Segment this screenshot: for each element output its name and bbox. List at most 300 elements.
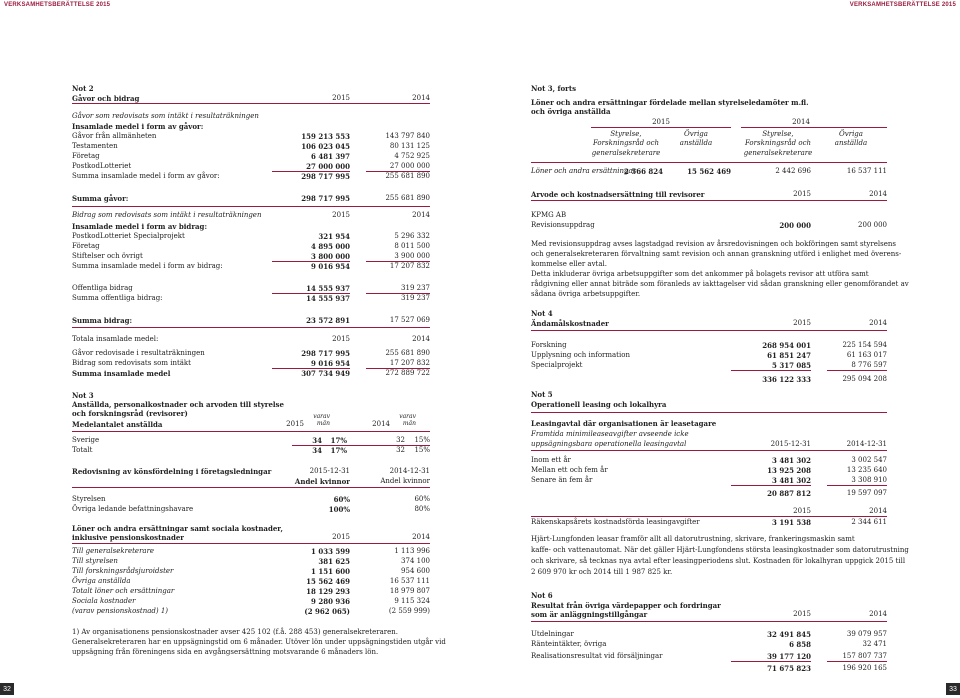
right-row bbox=[531, 489, 887, 498]
right-row bbox=[531, 535, 887, 544]
underline bbox=[731, 370, 811, 371]
left-row bbox=[72, 567, 430, 576]
row-label: Gåvor och bidrag bbox=[72, 94, 140, 103]
row-label: Med revisionsuppdrag avses lagstadgad revision av årsredovisningen och bokföringen samt styrelsens bbox=[531, 240, 896, 248]
right-row bbox=[531, 664, 887, 673]
right-row bbox=[531, 351, 887, 360]
right-row bbox=[531, 400, 887, 409]
value-2015: 2015 bbox=[332, 211, 350, 219]
left-row bbox=[72, 252, 430, 261]
row-label: Testamenten bbox=[72, 142, 118, 150]
row-label: Löner och andra ersättningar samt sociala kostnader, bbox=[72, 524, 283, 533]
right-row bbox=[531, 390, 887, 399]
row-label: Sverige bbox=[72, 436, 100, 444]
value-2015: (2 962 065) bbox=[304, 607, 350, 616]
right-row bbox=[531, 250, 902, 259]
value-cell: 32 bbox=[396, 436, 405, 444]
value-2014: 16 537 111 bbox=[389, 577, 430, 585]
row-label: Företag bbox=[72, 152, 100, 160]
left-row bbox=[72, 648, 430, 657]
value-2015: 2015-12-31 bbox=[309, 467, 350, 475]
value-2015: 3 481 302 bbox=[772, 476, 811, 485]
value-2014: 2014-12-31 bbox=[846, 440, 887, 448]
value-2014: 2014 bbox=[869, 319, 887, 327]
row-label: Bidrag som redovisats som intäkt bbox=[72, 359, 191, 367]
row-label: Summa offentliga bidrag: bbox=[72, 294, 163, 302]
right-row bbox=[531, 610, 887, 619]
left-row bbox=[72, 172, 430, 181]
value-2015: 13 925 208 bbox=[767, 466, 811, 475]
row-label: uppsägningsbara operationella leasingavtal bbox=[531, 440, 687, 448]
right-row bbox=[531, 440, 887, 449]
value-2014: 3 308 910 bbox=[851, 476, 887, 484]
row-label: Totalt bbox=[72, 446, 93, 454]
value-2015: 100% bbox=[328, 505, 350, 514]
value-2015: 9 016 954 bbox=[311, 359, 350, 368]
value-2015: Andel kvinnor bbox=[294, 477, 350, 486]
running-header-left: VERKSAMHETSBERÄTTELSE 2015 bbox=[4, 2, 111, 8]
row-label: Sociala kostnader bbox=[72, 597, 136, 605]
left-row bbox=[72, 349, 430, 358]
left-row bbox=[72, 436, 430, 445]
underline bbox=[827, 370, 887, 371]
row-label: Anställda, personalkostnader och arvoden till styrelse bbox=[72, 400, 284, 409]
column-header-line: anställda bbox=[834, 139, 868, 148]
value-2015: 1 033 599 bbox=[311, 547, 350, 556]
value-2014: 19 597 097 bbox=[846, 489, 887, 497]
header-cell: varav män bbox=[313, 413, 330, 427]
value-2014: 272 889 722 bbox=[385, 369, 430, 377]
row-label: Resultat från övriga värdepapper och fordringar bbox=[531, 601, 721, 610]
underline bbox=[591, 127, 731, 128]
right-row bbox=[531, 518, 887, 527]
right-row bbox=[531, 476, 887, 485]
value-cell: 2 442 696 bbox=[775, 167, 811, 175]
value-2015: 15 562 469 bbox=[306, 577, 350, 586]
value-2015: 2015 bbox=[793, 319, 811, 327]
rule-line bbox=[531, 450, 887, 451]
page-number-right: 33 bbox=[946, 683, 960, 695]
value-2015: 5 317 085 bbox=[772, 361, 811, 370]
row-label: Ändamålskostnader bbox=[531, 319, 609, 328]
right-row bbox=[531, 130, 887, 160]
row-label: Medelantalet anställda bbox=[72, 420, 163, 429]
rule-line bbox=[531, 516, 887, 517]
column-header bbox=[811, 130, 891, 149]
value-2015: 14 555 937 bbox=[306, 284, 350, 293]
right-row bbox=[531, 107, 887, 116]
value-2014: Andel kvinnor bbox=[380, 477, 430, 485]
value-2014: 255 681 890 bbox=[385, 172, 430, 180]
right-row bbox=[531, 309, 887, 318]
value-2014: 80 131 125 bbox=[389, 142, 430, 150]
value-2015: 106 023 045 bbox=[301, 142, 350, 151]
value-2014: 200 000 bbox=[858, 221, 887, 229]
value-2014: 17 207 832 bbox=[389, 359, 430, 367]
right-row bbox=[531, 419, 887, 428]
value-2015: 6 858 bbox=[789, 640, 811, 649]
value-2015: 3 191 538 bbox=[772, 518, 811, 527]
right-row bbox=[531, 211, 887, 220]
row-label: och generalsekreteraren förvaltning samt revision och annan granskning utförd i enlighet med överens- bbox=[531, 250, 902, 258]
page-number-left: 32 bbox=[0, 683, 14, 695]
row-label: kaffe- och vattenautomat. När det gäller Hjärt-Lungfondens största leasingkostnader som datorutrustning bbox=[531, 546, 909, 554]
right-row bbox=[531, 270, 887, 279]
row-label: Not 3 bbox=[72, 391, 94, 400]
value-cell: 2 566 824 bbox=[624, 167, 663, 176]
value-2014: 3 900 000 bbox=[394, 252, 430, 260]
row-label: och övriga anställda bbox=[531, 107, 611, 116]
rule-line bbox=[72, 431, 430, 432]
left-row bbox=[72, 242, 430, 251]
right-row bbox=[531, 568, 887, 577]
value-2014: 143 797 840 bbox=[385, 132, 430, 140]
row-label: Revisionsuppdrag bbox=[531, 221, 595, 229]
row-label: Gåvor från allmänheten bbox=[72, 132, 157, 140]
right-row bbox=[531, 240, 896, 249]
right-row bbox=[531, 591, 887, 600]
left-row bbox=[72, 557, 430, 566]
value-2015: 2015-12-31 bbox=[770, 440, 811, 448]
value-2014: 2014 bbox=[869, 507, 887, 515]
value-cell: 17% bbox=[330, 436, 347, 445]
value-2014: 5 296 332 bbox=[394, 232, 430, 240]
value-cell: 15% bbox=[414, 436, 430, 444]
row-label: Insamlade medel i form av bidrag: bbox=[72, 222, 208, 231]
value-2015: 27 000 000 bbox=[306, 162, 350, 171]
right-row bbox=[531, 640, 887, 649]
right-row bbox=[531, 84, 887, 93]
value-2014: 18 979 807 bbox=[389, 587, 430, 595]
left-row bbox=[72, 638, 446, 647]
left-row bbox=[72, 316, 430, 325]
column-header bbox=[738, 130, 818, 158]
row-label: 1) Av organisationens pensionskostnader avser 425 102 (f.å. 288 453) generalsekreteraren. bbox=[72, 628, 398, 636]
value-2014: 255 681 890 bbox=[385, 349, 430, 357]
running-header-right: VERKSAMHETSBERÄTTELSE 2015 bbox=[849, 2, 956, 8]
left-row bbox=[72, 335, 430, 344]
left-row bbox=[72, 477, 430, 486]
row-label: Specialprojekt bbox=[531, 361, 583, 369]
row-label: och forskningsråd (revisorer) bbox=[72, 409, 188, 418]
value-2015: 32 491 845 bbox=[767, 630, 811, 639]
value-2015: 6 481 397 bbox=[311, 152, 350, 161]
value-cell: 34 bbox=[312, 446, 322, 455]
row-label: Leasingavtal där organisationen är leasetagare bbox=[531, 419, 717, 428]
value-2014: 80% bbox=[414, 505, 430, 513]
value-2015: 9 280 936 bbox=[311, 597, 350, 606]
value-2014: 2014 bbox=[792, 118, 810, 126]
value-cell: 15 562 469 bbox=[687, 167, 731, 176]
value-2014: (2 559 999) bbox=[388, 607, 430, 615]
rule-line bbox=[72, 543, 430, 544]
rule-line bbox=[72, 327, 430, 328]
underline bbox=[731, 485, 811, 486]
row-label: Framtida minimileaseavgifter avseende icke bbox=[531, 430, 689, 438]
value-cell: 17% bbox=[330, 446, 347, 455]
left-row bbox=[72, 142, 430, 151]
right-row bbox=[531, 375, 887, 384]
value-2014: 4 752 925 bbox=[394, 152, 430, 160]
row-label: kommelse eller avtal. bbox=[531, 260, 607, 268]
row-label: Utdelningar bbox=[531, 630, 574, 638]
left-row bbox=[72, 524, 430, 533]
column-header-line: generalsekreterare bbox=[743, 148, 813, 157]
value-2015: 298 717 995 bbox=[301, 194, 350, 203]
value-2014: 225 154 594 bbox=[842, 341, 887, 349]
row-label: PostkodLotteriet Specialprojekt bbox=[72, 232, 185, 240]
row-label: Detta inkluderar övriga arbetsuppgifter som det ankommer på bolagets revisor att utföra samt bbox=[531, 270, 869, 278]
value-2014: 8 011 500 bbox=[394, 242, 430, 250]
value-2014: 2014-12-31 bbox=[389, 467, 430, 475]
rule-line bbox=[531, 200, 887, 201]
left-row bbox=[72, 409, 430, 418]
value-2014: 3 002 547 bbox=[851, 456, 887, 464]
row-label: Summa insamlade medel i form av gåvor: bbox=[72, 172, 220, 180]
value-2014: 61 163 017 bbox=[846, 351, 887, 359]
row-label: Not 3, forts bbox=[531, 84, 577, 93]
column-header-line: Styrelse, bbox=[610, 130, 642, 138]
row-label: Hjärt-Lungfonden leasar framför allt all datorutrustning, skrivare, frankeringsmaskin samt bbox=[531, 535, 855, 543]
row-label: Till styrelsen bbox=[72, 557, 118, 565]
value-2015: 381 625 bbox=[318, 557, 350, 566]
column-header-line: Forskningsråd och bbox=[744, 139, 812, 148]
value-2014: 17 527 069 bbox=[389, 316, 430, 324]
row-label: Totala insamlade medel: bbox=[72, 335, 159, 343]
left-row bbox=[72, 284, 430, 293]
left-row bbox=[72, 359, 430, 368]
value-2014: 319 237 bbox=[401, 294, 430, 302]
row-label: Senare än fem år bbox=[531, 476, 593, 484]
row-label: Forskning bbox=[531, 341, 567, 349]
value-2015: 298 717 995 bbox=[301, 172, 350, 181]
column-header-line: Forskningsråd och bbox=[592, 139, 660, 148]
rule-line bbox=[72, 487, 430, 488]
row-label: Mellan ett och fem år bbox=[531, 466, 608, 474]
right-row bbox=[531, 456, 887, 465]
value-2014: 319 237 bbox=[401, 284, 430, 292]
row-label: Gåvor som redovisats som intäkt i resultaträkningen bbox=[72, 112, 259, 120]
left-row bbox=[72, 628, 430, 637]
row-label: Företag bbox=[72, 242, 100, 250]
row-label: Styrelsen bbox=[72, 495, 106, 503]
row-label: Gåvor redovisade i resultaträkningen bbox=[72, 349, 205, 357]
rule-line bbox=[531, 330, 887, 331]
underline bbox=[827, 661, 887, 662]
value-2015: 60% bbox=[333, 495, 350, 504]
row-label: PostkodLotteriet bbox=[72, 162, 132, 170]
value-2015: 159 213 553 bbox=[301, 132, 350, 141]
row-label: sådana övriga arbetsuppgifter. bbox=[531, 290, 641, 298]
left-row bbox=[72, 112, 430, 121]
underline bbox=[731, 661, 811, 662]
value-cell: 16 537 111 bbox=[846, 167, 887, 175]
left-row bbox=[72, 162, 430, 171]
row-label: Arvode och kostnadsersättning till revisorer bbox=[531, 190, 705, 199]
rule-line bbox=[531, 162, 887, 163]
right-row bbox=[531, 319, 887, 328]
value-2015: 14 555 937 bbox=[306, 294, 350, 303]
row-label: uppsägning från föreningens sida en avgångsersättning motsvarande 6 månaders lön. bbox=[72, 648, 379, 656]
rule-line bbox=[72, 103, 430, 104]
value-2015: 39 177 120 bbox=[767, 652, 811, 661]
value-2015: 20 887 812 bbox=[767, 489, 811, 498]
column-header bbox=[586, 130, 666, 158]
right-row bbox=[531, 118, 887, 127]
value-2015: 2015 bbox=[652, 118, 670, 126]
header-cell: varav män bbox=[399, 413, 416, 427]
right-row bbox=[531, 167, 887, 176]
row-label: och skrivare, så tecknas nya avtal efter leasingperiodens slut. Kostnaden för lokalhyran uppgick 2015 till bbox=[531, 557, 906, 565]
right-row bbox=[531, 557, 906, 566]
rule-line bbox=[72, 206, 430, 207]
value-2014: 2014 bbox=[412, 533, 430, 541]
value-2015: 336 122 333 bbox=[762, 375, 811, 384]
row-label: Redovisning av könsfördelning i företagsledningar bbox=[72, 467, 272, 476]
rule-line bbox=[531, 621, 887, 622]
value-2014: 32 471 bbox=[862, 640, 887, 648]
right-row bbox=[531, 466, 887, 475]
value-2015: 3 481 302 bbox=[772, 456, 811, 465]
right-row bbox=[531, 98, 887, 107]
left-row bbox=[72, 597, 430, 606]
row-label: Summa bidrag: bbox=[72, 316, 133, 325]
value-2014: 2 344 611 bbox=[851, 518, 887, 526]
right-row bbox=[531, 341, 887, 350]
value-2015: 1 151 600 bbox=[311, 567, 350, 576]
value-cell: 15% bbox=[414, 446, 430, 454]
row-label: Not 2 bbox=[72, 84, 94, 93]
right-row bbox=[531, 221, 887, 230]
right-row bbox=[531, 280, 909, 289]
right-row bbox=[531, 430, 887, 439]
row-label: Ränteintäkter, övriga bbox=[531, 640, 607, 648]
row-label: rådgivning eller annat biträde som föranleds av iakttagelser vid sådan granskning eller genomförandet av bbox=[531, 280, 909, 288]
row-label: Bidrag som redovisats som intäkt i resultaträkningen bbox=[72, 211, 262, 219]
left-row bbox=[72, 400, 430, 409]
value-2014: 2014 bbox=[412, 335, 430, 343]
column-header bbox=[656, 130, 736, 149]
value-2015: 2015 bbox=[332, 335, 350, 343]
value-2015: 18 129 293 bbox=[306, 587, 350, 596]
left-row bbox=[72, 369, 430, 378]
row-label: Löner och andra ersättningar bbox=[531, 167, 636, 175]
row-label: KPMG AB bbox=[531, 211, 567, 219]
right-row bbox=[531, 507, 887, 516]
value-2014: 60% bbox=[414, 495, 430, 503]
value-2015: 268 954 001 bbox=[762, 341, 811, 350]
left-row bbox=[72, 495, 430, 504]
left-row bbox=[72, 194, 430, 203]
row-label: inklusive pensionskostnader bbox=[72, 533, 184, 542]
value-2014: 2014 bbox=[869, 190, 887, 198]
row-label: Stiftelser och övrigt bbox=[72, 252, 143, 260]
row-label: Offentliga bidrag bbox=[72, 284, 133, 292]
underline bbox=[827, 485, 887, 486]
value-2014: 2014 bbox=[412, 211, 430, 219]
value-2015: 298 717 995 bbox=[301, 349, 350, 358]
value-2014: 2014 bbox=[412, 94, 430, 102]
row-label: Not 5 bbox=[531, 390, 553, 399]
row-label: Löner och andra ersättningar fördelade mellan styrelseledamöter m.fl. bbox=[531, 98, 809, 107]
value-2015: 61 851 247 bbox=[767, 351, 811, 360]
value-2015: 2015 bbox=[793, 190, 811, 198]
right-row bbox=[531, 361, 887, 370]
value-2014: 196 920 165 bbox=[842, 664, 887, 672]
row-label: (varav pensionskostnad) 1) bbox=[72, 607, 169, 615]
left-row bbox=[72, 222, 430, 231]
value-cell: 32 bbox=[396, 446, 405, 454]
left-row bbox=[72, 84, 430, 93]
header-cell: 2014 bbox=[372, 420, 390, 428]
right-row bbox=[531, 546, 909, 555]
right-row bbox=[531, 190, 887, 199]
column-header-line: generalsekreterare bbox=[591, 148, 661, 157]
left-row bbox=[72, 446, 430, 455]
left-row bbox=[72, 211, 430, 220]
left-row bbox=[72, 577, 430, 586]
right-row bbox=[531, 652, 887, 661]
row-label: Inom ett år bbox=[531, 456, 571, 464]
right-row bbox=[531, 630, 887, 639]
column-header-line: Övriga bbox=[839, 130, 863, 138]
row-label: Not 6 bbox=[531, 591, 553, 600]
value-2015: 307 734 949 bbox=[301, 369, 350, 378]
row-label: Till generalsekreterare bbox=[72, 547, 155, 555]
left-row bbox=[72, 294, 430, 303]
row-label: Summa insamlade medel i form av bidrag: bbox=[72, 262, 223, 270]
row-label: Realisationsresultat vid försäljningar bbox=[531, 652, 663, 660]
value-2014: 13 235 640 bbox=[846, 466, 887, 474]
value-2014: 295 094 208 bbox=[842, 375, 887, 383]
left-row bbox=[72, 607, 430, 616]
column-header-line: Övriga bbox=[684, 130, 708, 138]
row-label: Övriga ledande befattningshavare bbox=[72, 505, 194, 513]
row-label: Räkenskapsårets kostnadsförda leasingavgifter bbox=[531, 518, 700, 526]
left-row bbox=[72, 94, 430, 103]
left-row bbox=[72, 122, 430, 131]
value-2014: 9 115 324 bbox=[394, 597, 430, 605]
header-cell: 2015 bbox=[286, 420, 304, 428]
right-row bbox=[531, 601, 887, 610]
row-label: 2 609 970 kr och 2014 till 1 987 825 kr. bbox=[531, 568, 673, 576]
value-2015: 2015 bbox=[793, 507, 811, 515]
value-2015: 23 572 891 bbox=[306, 316, 350, 325]
value-2015: 4 895 000 bbox=[311, 242, 350, 251]
value-2015: 2015 bbox=[793, 610, 811, 618]
left-row bbox=[72, 132, 430, 141]
row-label: Not 4 bbox=[531, 309, 553, 318]
value-2015: 200 000 bbox=[779, 221, 811, 230]
value-2014: 374 100 bbox=[401, 557, 430, 565]
value-2014: 1 113 996 bbox=[394, 547, 430, 555]
value-2014: 157 807 737 bbox=[842, 652, 887, 660]
rule-line bbox=[531, 412, 887, 413]
value-2015: 71 675 823 bbox=[767, 664, 811, 673]
row-label: Summa gåvor: bbox=[72, 194, 129, 203]
left-row bbox=[72, 533, 430, 542]
row-label: som är anläggningstillgångar bbox=[531, 610, 648, 619]
underline bbox=[741, 127, 887, 128]
value-2014: 27 000 000 bbox=[389, 162, 430, 170]
row-label: Operationell leasing och lokalhyra bbox=[531, 400, 667, 409]
row-label: Övriga anställda bbox=[72, 577, 131, 585]
left-row bbox=[72, 547, 430, 556]
value-2015: 9 016 954 bbox=[311, 262, 350, 271]
right-row bbox=[531, 260, 887, 269]
value-2015: 321 954 bbox=[318, 232, 350, 241]
row-label: Totalt löner och ersättningar bbox=[72, 587, 175, 595]
